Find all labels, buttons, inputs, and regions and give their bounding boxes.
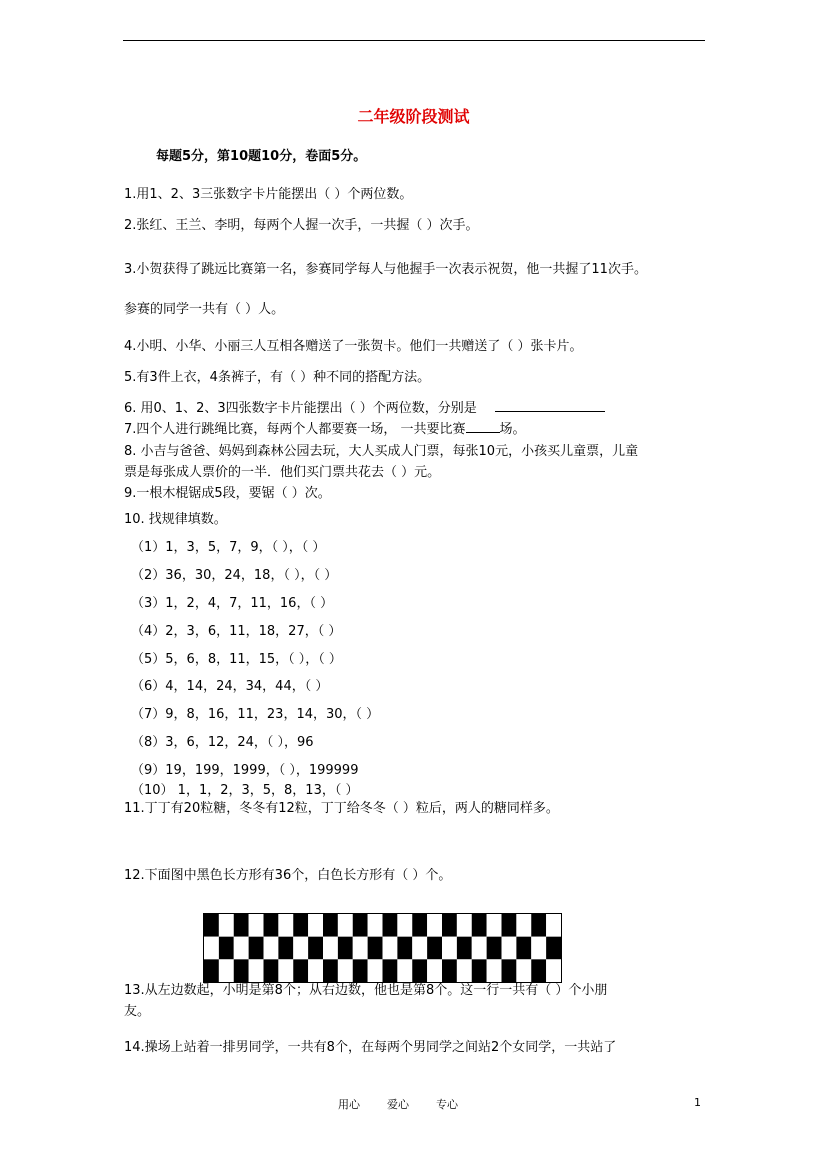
- page-title: 二年级阶段测试: [357, 107, 470, 126]
- white-rectangle: [323, 937, 338, 960]
- white-rectangle: [546, 914, 561, 937]
- question-8-cont: 票是每张成人票价的一半．他们买门票共花去（ ）元。: [124, 465, 441, 480]
- black-rectangle: [219, 937, 234, 960]
- footer-middle: 爱心: [387, 1098, 409, 1111]
- black-rectangle: [546, 937, 561, 960]
- question-13-cont: 友。: [124, 1004, 151, 1019]
- white-rectangle: [487, 914, 502, 937]
- white-rectangle: [427, 914, 442, 937]
- white-rectangle: [234, 937, 249, 960]
- black-rectangle: [338, 937, 353, 960]
- white-rectangle: [531, 937, 546, 960]
- header-rule: [123, 40, 705, 41]
- question-3: 3.小贺获得了跳远比赛第一名，参赛同学每人与他握手一次表示祝贺，他一共握了11次手。: [124, 262, 647, 277]
- sequence-5: （5）5，6，8，11，15，（ ），（ ）: [131, 652, 342, 667]
- question-4: 4.小明、小华、小丽三人互相各赠送了一张贺卡。他们一共赠送了（ ）张卡片。: [124, 339, 583, 354]
- black-rectangle: [502, 914, 517, 937]
- question-6-text: 6. 用0、1、2、3四张数字卡片能摆出（ ）个两位数，分别是: [124, 401, 477, 416]
- sequence-4: （4）2，3，6，11，18，27，（ ）: [131, 624, 342, 639]
- black-rectangle: [323, 914, 338, 937]
- black-rectangle: [234, 914, 249, 937]
- black-rectangle: [427, 937, 442, 960]
- page-number: 1: [694, 1096, 701, 1109]
- black-rectangle: [516, 937, 531, 960]
- white-rectangle: [397, 914, 412, 937]
- answer-blank: [495, 399, 605, 412]
- white-rectangle: [338, 914, 353, 937]
- black-rectangle: [383, 914, 398, 937]
- question-7: [124, 418, 526, 437]
- footer-right: 专心: [436, 1098, 458, 1111]
- black-rectangle: [487, 937, 502, 960]
- checkerboard-figure: [203, 913, 562, 983]
- white-rectangle: [353, 937, 368, 960]
- question-14: 14.操场上站着一排男同学，一共有8个，在每两个男同学之间站2个女同学，一共站了: [124, 1040, 617, 1055]
- sequence-7: （7）9，8，16，11，23，14，30，（ ）: [131, 707, 380, 722]
- sequence-3: （3）1，2，4，7，11，16，（ ）: [131, 596, 334, 611]
- footer-left: 用心: [338, 1098, 360, 1111]
- white-rectangle: [412, 937, 427, 960]
- question-13: 13.从左边数起，小明是第8个；从右边数，他也是第8个。这一行一共有（ ）个小朋: [124, 983, 608, 998]
- scoring-note: 每题5分，第10题10分，卷面5分。: [156, 149, 367, 164]
- white-rectangle: [472, 937, 487, 960]
- question-7-suffix: 场。: [499, 422, 526, 437]
- white-rectangle: [219, 914, 234, 937]
- question-10: 10. 找规律填数。: [124, 512, 227, 527]
- black-rectangle: [531, 914, 546, 937]
- question-9: 9.一根木棍锯成5段，要锯（ ）次。: [124, 486, 331, 501]
- black-rectangle: [308, 937, 323, 960]
- sequence-2: （2）36，30，24，18，（ ），（ ）: [131, 568, 338, 583]
- black-rectangle: [368, 937, 383, 960]
- black-rectangle: [264, 914, 279, 937]
- black-rectangle: [412, 914, 427, 937]
- sequence-1: （1）1，3，5，7，9，（ ），（ ）: [131, 540, 326, 555]
- question-8: 8. 小吉与爸爸、妈妈到森林公园去玩，大人买成人门票，每张10元，小孩买儿童票，儿童: [124, 444, 639, 459]
- question-7-text: 7.四个人进行跳绳比赛，每两个人都要赛一场， 一共要比赛: [124, 422, 466, 437]
- answer-blank: [466, 420, 500, 433]
- question-3-cont: 参赛的同学一共有（ ）人。: [124, 302, 285, 317]
- question-5: 5.有3件上衣，4条裤子，有（ ）种不同的搭配方法。: [124, 370, 431, 385]
- question-6: [124, 397, 605, 416]
- white-rectangle: [442, 937, 457, 960]
- black-rectangle: [457, 937, 472, 960]
- white-rectangle: [457, 914, 472, 937]
- white-rectangle: [383, 937, 398, 960]
- black-rectangle: [472, 914, 487, 937]
- black-rectangle: [204, 914, 219, 937]
- white-rectangle: [278, 914, 293, 937]
- sequence-9: （9）19，199，1999，（ ），199999: [131, 763, 359, 778]
- black-rectangle: [397, 937, 412, 960]
- white-rectangle: [368, 914, 383, 937]
- checkerboard-svg: [204, 914, 561, 982]
- black-rectangle: [353, 914, 368, 937]
- question-11: 11.丁丁有20粒糖，冬冬有12粒，丁丁给冬冬（ ）粒后，两人的糖同样多。: [124, 801, 559, 816]
- black-rectangle: [278, 937, 293, 960]
- white-rectangle: [502, 937, 517, 960]
- black-rectangle: [442, 914, 457, 937]
- white-rectangle: [308, 914, 323, 937]
- white-rectangle: [516, 914, 531, 937]
- white-rectangle: [293, 937, 308, 960]
- white-rectangle: [204, 937, 219, 960]
- question-2: 2.张红、王兰、李明，每两个人握一次手，一共握（ ）次手。: [124, 218, 479, 233]
- black-rectangle: [293, 914, 308, 937]
- white-rectangle: [264, 937, 279, 960]
- question-12: 12.下面图中黑色长方形有36个，白色长方形有（ ）个。: [124, 868, 452, 883]
- sequence-8: （8）3，6，12，24，（ ），96: [131, 735, 314, 750]
- sequence-10: （10） 1，1，2，3，5，8，13，（ ）: [131, 783, 359, 798]
- white-rectangle: [249, 914, 264, 937]
- black-rectangle: [249, 937, 264, 960]
- sequence-6: （6）4，14，24，34，44，（ ）: [131, 679, 329, 694]
- question-1: 1.用1、2、3三张数字卡片能摆出（ ）个两位数。: [124, 187, 413, 202]
